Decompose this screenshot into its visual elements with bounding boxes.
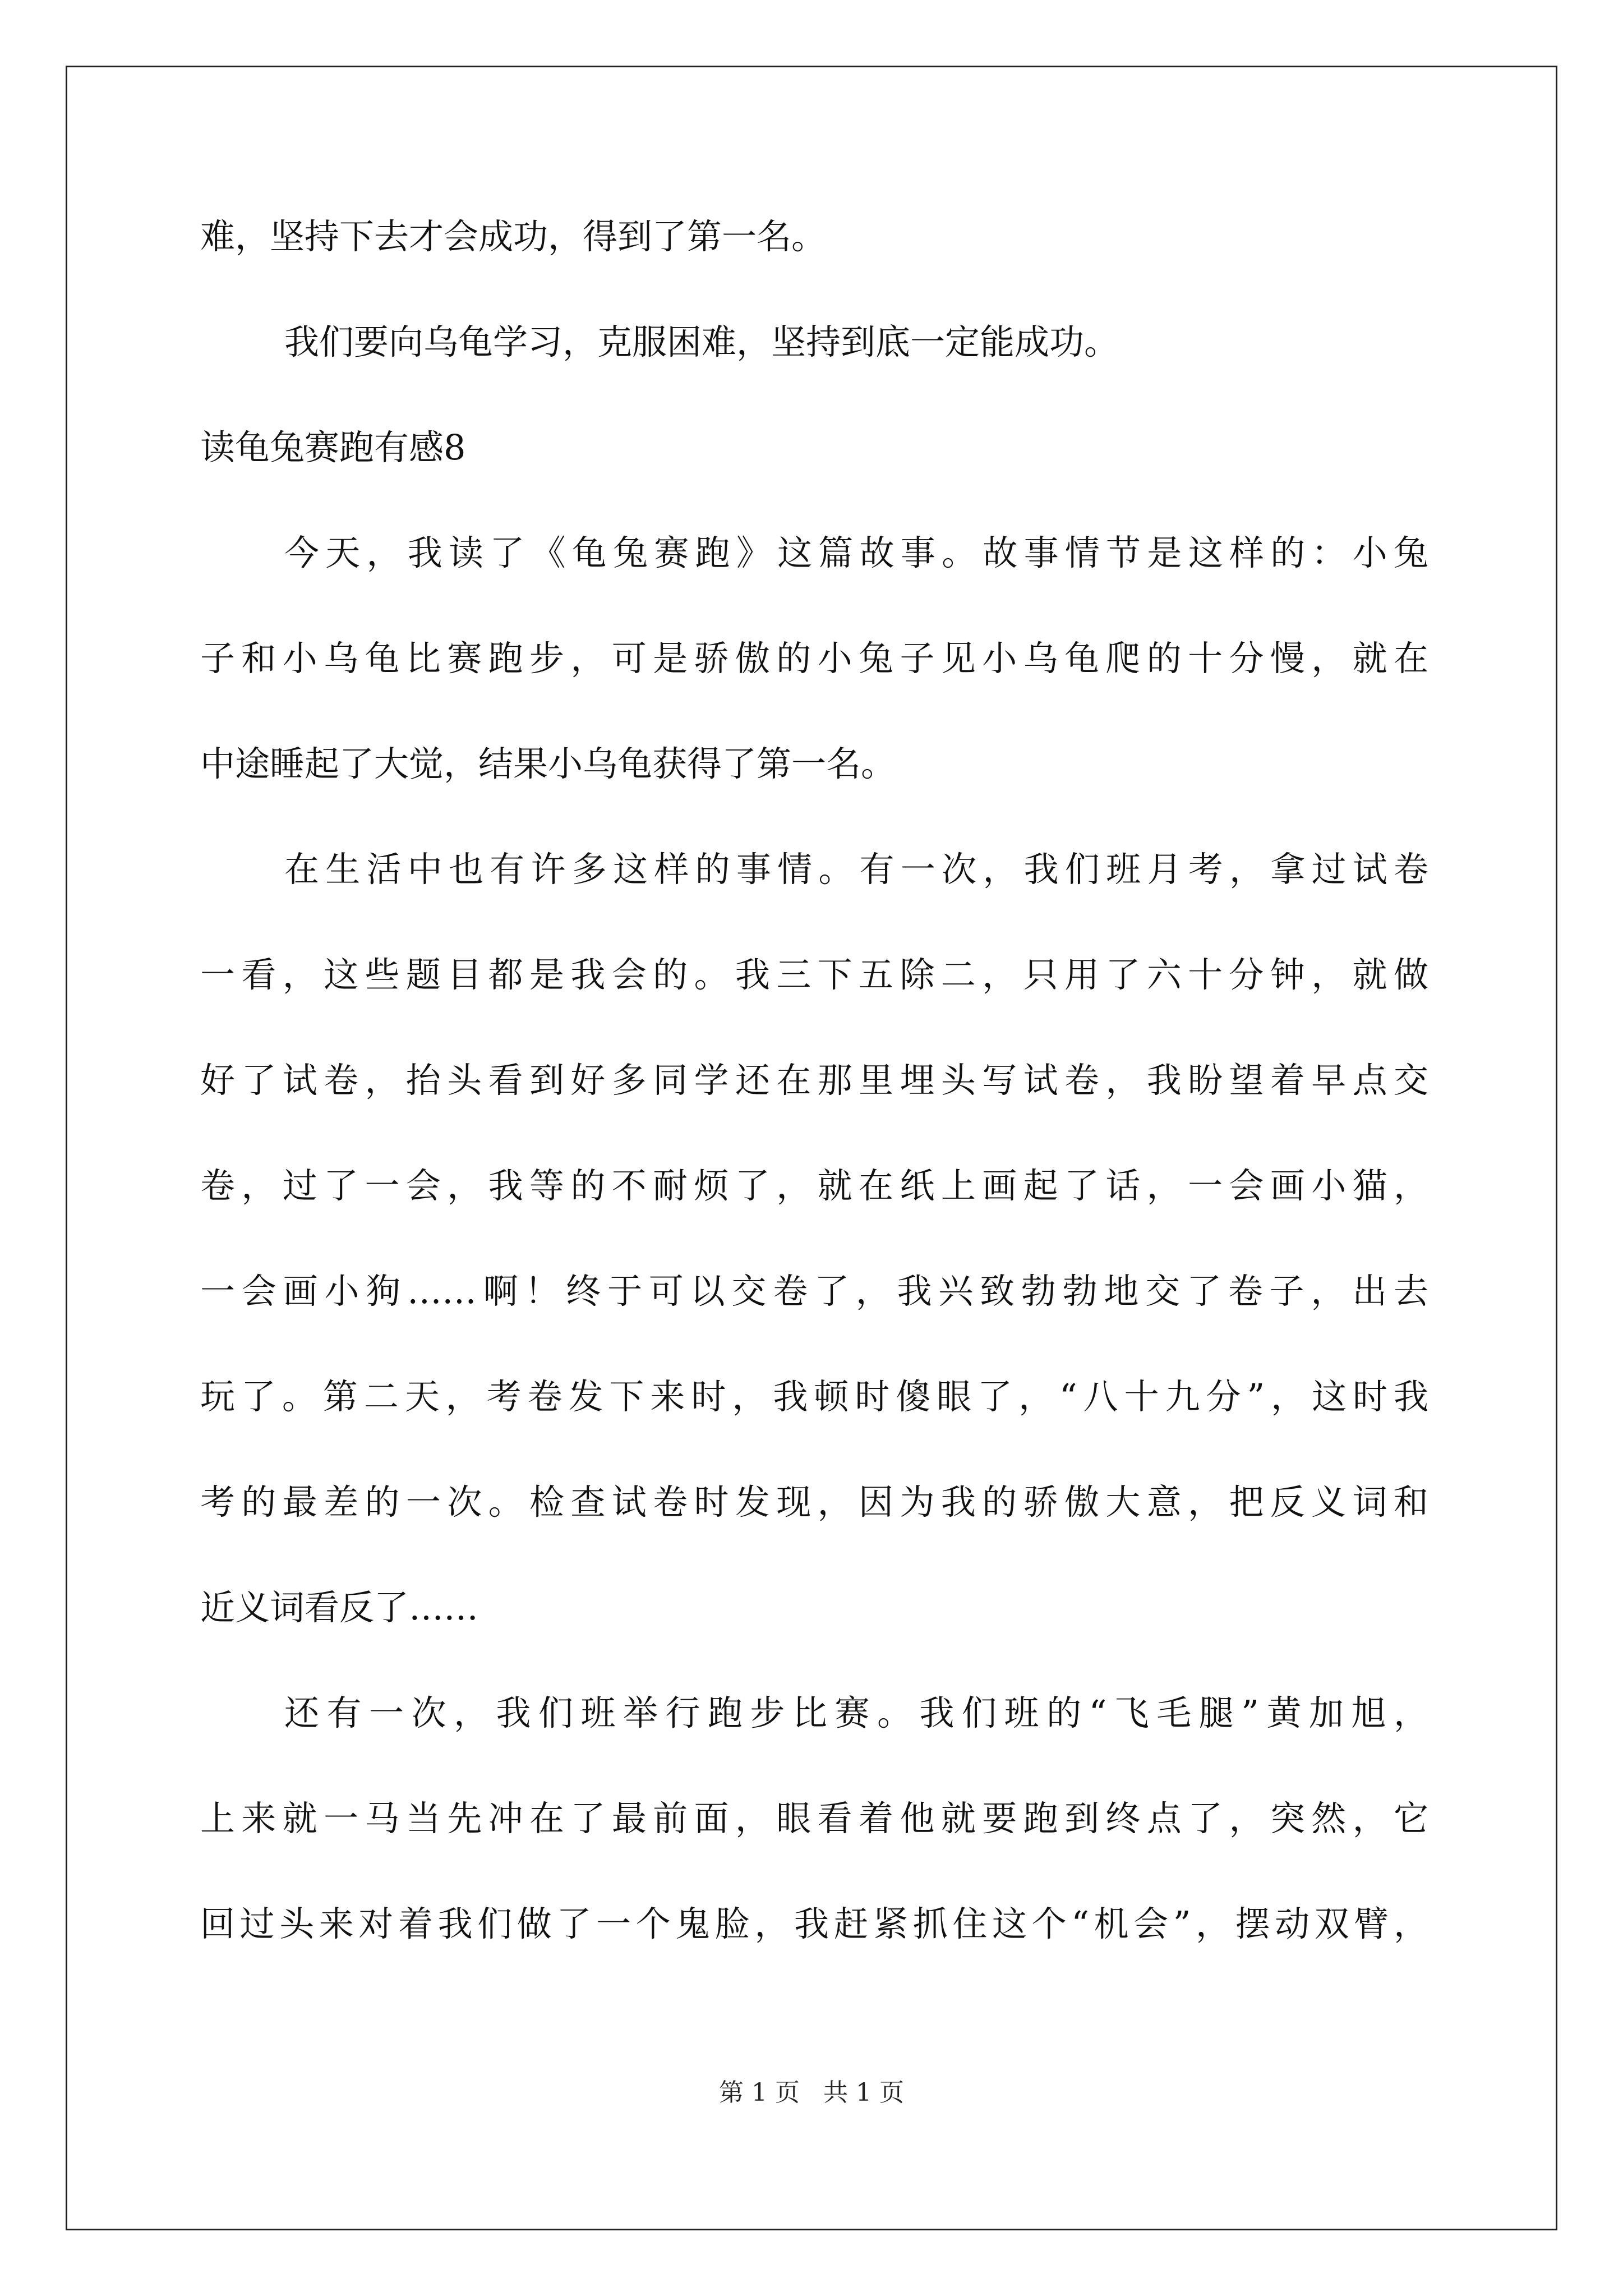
paragraph-line: 玩了。第二天，考卷发下来时，我顿时傻眼了，“八十九分”，这时我: [200, 1376, 1428, 1417]
paragraph-line: 今天，我读了《龟兔赛跑》这篇故事。故事情节是这样的：小兔: [284, 532, 1428, 573]
paragraph-line: 卷，过了一会，我等的不耐烦了，就在纸上画起了话，一会画小猫，: [200, 1165, 1428, 1206]
section-heading: 读龟兔赛跑有感8: [200, 427, 466, 468]
paragraph-line: 中途睡起了大觉，结果小乌龟获得了第一名。: [200, 743, 896, 784]
paragraph-line: 回过头来对着我们做了一个鬼脸，我赶紧抓住这个“机会”，摆动双臂，: [200, 1903, 1428, 1944]
paragraph-line: 在生活中也有许多这样的事情。有一次，我们班月考，拿过试卷: [284, 849, 1428, 890]
paragraph-line: 考的最差的一次。检查试卷时发现，因为我的骄傲大意，把反义词和: [200, 1481, 1428, 1522]
paragraph-line: 一看，这些题目都是我会的。我三下五除二，只用了六十分钟，就做: [200, 954, 1428, 995]
paragraph-line: 还有一次，我们班举行跑步比赛。我们班的“飞毛腿”黄加旭，: [284, 1692, 1428, 1733]
document-body: [200, 210, 1428, 2003]
paragraph-line: 一会画小狗……啊！终于可以交卷了，我兴致勃勃地交了卷子，出去: [200, 1271, 1428, 1312]
paragraph-line: 好了试卷，抬头看到好多同学还在那里埋头写试卷，我盼望着早点交: [200, 1060, 1428, 1101]
paragraph-line: 上来就一马当先冲在了最前面，眼看着他就要跑到终点了，突然，它: [200, 1798, 1428, 1839]
paragraph-line: 子和小乌龟比赛跑步，可是骄傲的小兔子见小乌龟爬的十分慢，就在: [200, 638, 1428, 679]
paragraph-line: 我们要向乌龟学习，克服困难，坚持到底一定能成功。: [284, 321, 1119, 362]
paragraph-line: 近义词看反了……: [200, 1587, 479, 1628]
paragraph-line: 难，坚持下去才会成功，得到了第一名。: [200, 216, 827, 257]
page-footer: 第 1 页 共 1 页: [719, 2078, 904, 2107]
